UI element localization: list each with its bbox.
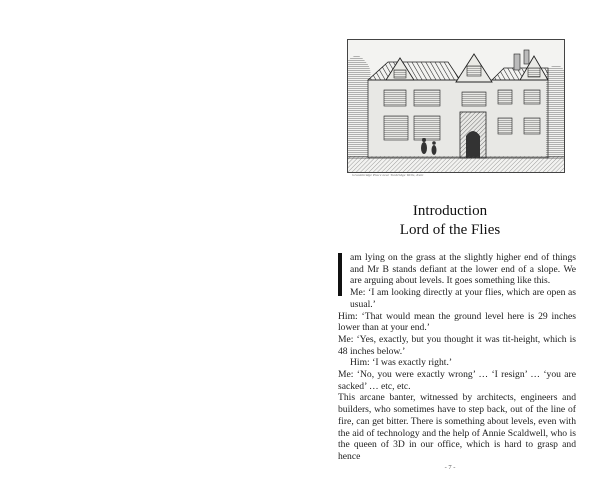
right-page (300, 0, 600, 480)
engraving-caption: Groombridge Place near Tunbridge Wells, Kent (352, 173, 424, 177)
drop-cap-i (338, 253, 342, 296)
paragraph-5: Him: ‘I was exactly right.’ (350, 357, 453, 369)
paragraph-1: am lying on the grass at the slightly higher end of things and Mr B stands defiant at the lower end of a slope. We are arguing about levels. It goes something like this. (350, 252, 576, 287)
page-number: - 7 - (444, 464, 456, 471)
chapter-subtitle: Lord of the Flies (399, 222, 501, 238)
chapter-title (300, 202, 600, 240)
paragraph-7: This arcane banter, witnessed by architects, engineers and builders, who sometimes have to step back, out of the line of fire, can get bitter. There is something about levels, even with the aid of technology and the help of Annie Scaldwell, who is the queen of 3D in our office, which is hard to grasp and hence (338, 392, 576, 462)
body-text (338, 252, 576, 463)
paragraph-3: Him: ‘That would mean the ground level here is 29 inches lower than at your end.’ (338, 310, 576, 334)
paragraph-4: Me: ‘Yes, exactly, but you thought it was tit-height, which is 48 inches below.’ (338, 333, 576, 357)
paragraph-2: Me: ‘I am looking directly at your flies, which are open as usual.’ (350, 287, 576, 310)
chapter-heading: Introduction (412, 203, 488, 219)
paragraph-6: Me: ‘No, you were exactly wrong’ … ‘I resign’ … ‘you are sacked’ … etc, etc. (338, 369, 576, 392)
engraving-illustration (347, 39, 565, 173)
